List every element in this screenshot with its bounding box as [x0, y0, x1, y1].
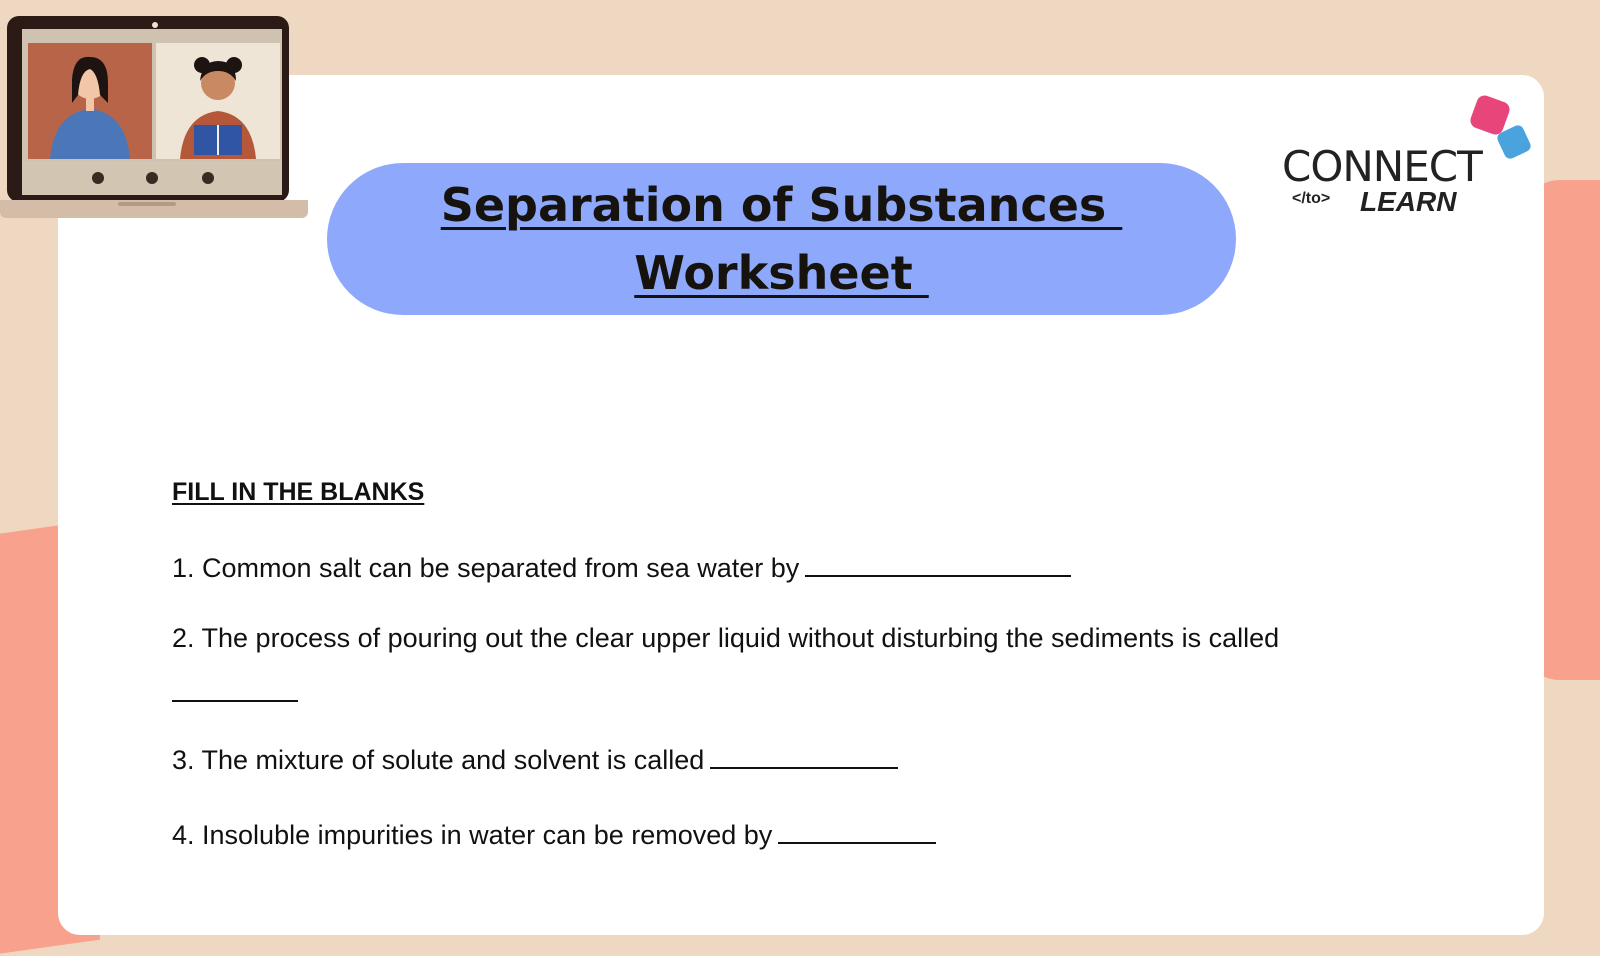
laptop-video-call-icon — [0, 14, 310, 226]
question-text: 2. The process of pouring out the clear upper liquid without disturbing the sediments is called — [172, 623, 1280, 653]
question-2 — [172, 623, 1279, 654]
title-line-1: Separation of Substances — [440, 178, 1123, 232]
question-1 — [172, 551, 1071, 584]
logo-word: CONNECT — [1282, 142, 1482, 191]
laptop-screen — [22, 29, 282, 195]
video-tile-student — [156, 43, 280, 159]
logo-learn: LEARN — [1360, 186, 1457, 217]
answer-blank[interactable] — [710, 743, 898, 769]
phone-icon — [146, 172, 158, 184]
camera-icon — [92, 172, 104, 184]
video-tile-teacher — [28, 43, 152, 159]
video-call-controls — [22, 161, 282, 195]
section-heading: FILL IN THE BLANKS — [172, 478, 425, 506]
title-line-2: Worksheet — [634, 246, 929, 300]
question-4 — [172, 818, 936, 851]
answer-blank[interactable] — [172, 676, 298, 702]
logo-tag: </to> — [1292, 190, 1331, 207]
connect-to-learn-logo — [1278, 90, 1538, 230]
answer-blank[interactable] — [805, 551, 1071, 577]
title-banner — [327, 163, 1236, 315]
question-text: 1. Common salt can be separated from sea water by — [172, 553, 800, 583]
question-text: 4. Insoluble impurities in water can be removed by — [172, 820, 773, 850]
laptop-notch — [118, 202, 176, 206]
laptop-lid — [7, 16, 289, 202]
question-text: 3. The mixture of solute and solvent is called — [172, 745, 705, 775]
question-3 — [172, 743, 898, 776]
microphone-icon — [202, 172, 214, 184]
webcam-dot — [152, 22, 158, 28]
question-2-blank-line — [172, 676, 298, 709]
answer-blank[interactable] — [778, 818, 936, 844]
